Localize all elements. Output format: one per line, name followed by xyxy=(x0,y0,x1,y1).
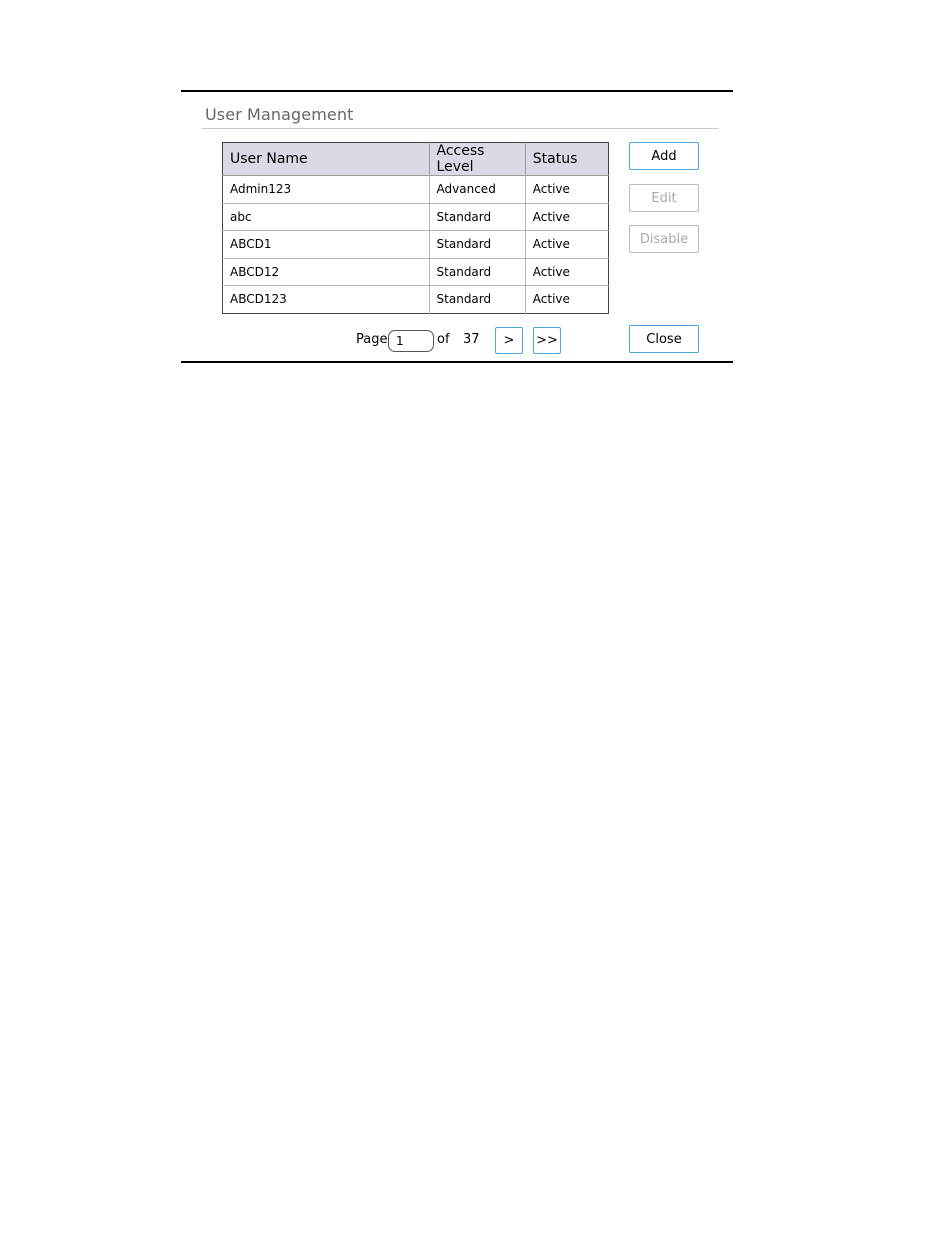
total-pages: 37 xyxy=(463,332,480,347)
table-row[interactable] xyxy=(223,231,609,259)
table-row[interactable] xyxy=(223,203,609,231)
cell-user-name: abc xyxy=(223,203,430,231)
next-page-button[interactable]: > xyxy=(495,327,523,354)
cell-status: Active xyxy=(525,258,608,286)
table-row[interactable] xyxy=(223,176,609,204)
cell-user-name: Admin123 xyxy=(223,176,430,204)
cell-status: Active xyxy=(525,176,608,204)
cell-access-level: Standard xyxy=(429,231,525,259)
column-header-status[interactable]: Status xyxy=(525,143,608,176)
cell-access-level: Standard xyxy=(429,286,525,314)
cell-access-level: Standard xyxy=(429,203,525,231)
page-number-input[interactable]: 1 xyxy=(388,330,434,352)
dialog-title: User Management xyxy=(205,105,354,124)
table-row[interactable] xyxy=(223,286,609,314)
column-header-access-level[interactable]: Access Level xyxy=(429,143,525,176)
cell-status: Active xyxy=(525,231,608,259)
add-button[interactable]: Add xyxy=(629,142,699,170)
table-row[interactable] xyxy=(223,258,609,286)
cell-user-name: ABCD1 xyxy=(223,231,430,259)
close-button[interactable]: Close xyxy=(629,325,699,353)
last-page-button[interactable]: >> xyxy=(533,327,561,354)
cell-status: Active xyxy=(525,203,608,231)
title-divider xyxy=(202,128,719,129)
disable-button[interactable]: Disable xyxy=(629,225,699,253)
user-management-dialog xyxy=(181,90,733,363)
users-table xyxy=(222,142,609,314)
cell-access-level: Standard xyxy=(429,258,525,286)
cell-user-name: ABCD12 xyxy=(223,258,430,286)
edit-button[interactable]: Edit xyxy=(629,184,699,212)
cell-access-level: Advanced xyxy=(429,176,525,204)
of-label: of xyxy=(437,332,450,347)
cell-status: Active xyxy=(532,292,570,307)
table-header-row xyxy=(223,143,609,176)
column-header-user-name[interactable]: User Name xyxy=(223,143,430,176)
page-label: Page xyxy=(356,332,388,347)
cell-user-name: ABCD123 xyxy=(223,286,430,314)
